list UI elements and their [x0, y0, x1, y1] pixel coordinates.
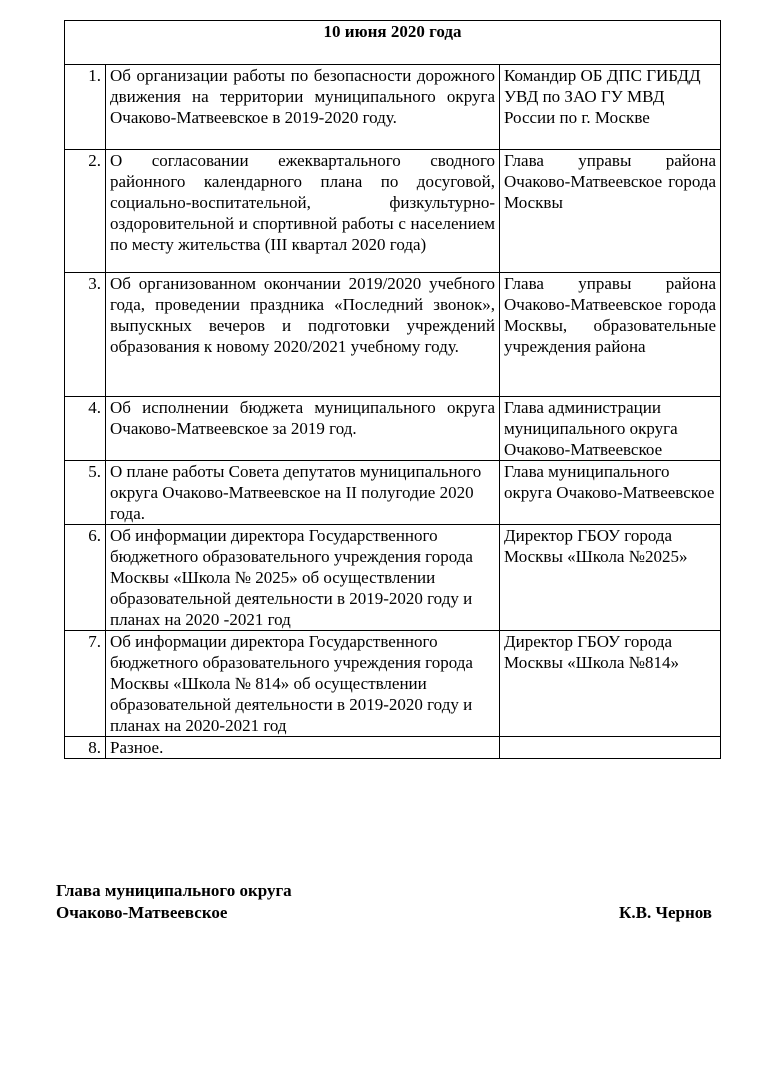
meeting-date: 10 июня 2020 года: [65, 21, 721, 65]
table-row: [65, 65, 721, 150]
item-topic: Об организации работы по безопасности дорожного движения на территории муниципального округа Очаково-Матвеевское в 2019-2020 году.: [106, 65, 500, 150]
agenda-table: [64, 20, 721, 759]
item-topic: Об информации директора Государственного бюджетного образовательного учреждения города Москвы «Школа № 2025» об осуществлении образовательной деятельности в 2019-2020 году и планах на 2020 -2021 год: [106, 525, 500, 631]
item-responsible: Директор ГБОУ города Москвы «Школа №2025»: [500, 525, 721, 631]
item-number: 6.: [65, 525, 106, 631]
table-row: [65, 150, 721, 273]
table-row: [65, 397, 721, 461]
item-topic: Об информации директора Государственного бюджетного образовательного учреждения города Москвы «Школа № 814» об осуществлении образовательной деятельности в 2019-2020 году и планах на 2020-2021 год: [106, 631, 500, 737]
item-topic: О согласовании ежеквартального сводного районного календарного плана по досуговой, социально-воспитательной, физкультурно-оздоровительной и спортивной работы с населением по месту жительства (III квартал 2020 года): [106, 150, 500, 273]
signatory-name: К.В. Чернов: [619, 903, 712, 922]
table-row: [65, 525, 721, 631]
item-responsible: [500, 737, 721, 759]
item-topic: Об исполнении бюджета муниципального округа Очаково-Матвеевское за 2019 год.: [106, 397, 500, 461]
item-number: 2.: [65, 150, 106, 273]
item-responsible: Глава администрации муниципального округа Очаково-Матвеевское: [500, 397, 721, 461]
item-topic: Разное.: [106, 737, 500, 759]
table-row: [65, 273, 721, 397]
item-topic: О плане работы Совета депутатов муниципального округа Очаково-Матвеевское на II полугодие 2020 года.: [106, 461, 500, 525]
item-topic: Об организованном окончании 2019/2020 учебного года, проведении праздника «Последний звонок», выпускных вечеров и подготовки учреждений образования к новому 2020/2021 учебному году.: [106, 273, 500, 397]
table-row: [65, 631, 721, 737]
item-number: 3.: [65, 273, 106, 397]
item-number: 1.: [65, 65, 106, 150]
item-responsible: Глава муниципального округа Очаково-Матвеевское: [500, 461, 721, 525]
date-header-row: [65, 21, 721, 65]
item-number: 8.: [65, 737, 106, 759]
item-responsible: Глава управы района Очаково-Матвеевское города Москвы, образовательные учреждения района: [500, 273, 721, 397]
item-number: 5.: [65, 461, 106, 525]
item-responsible: Директор ГБОУ города Москвы «Школа №814»: [500, 631, 721, 737]
item-responsible: Командир ОБ ДПС ГИБДД УВД по ЗАО ГУ МВД России по г. Москве: [500, 65, 721, 150]
signatory-position-line1: Глава муниципального округа: [56, 881, 292, 900]
item-number: 7.: [65, 631, 106, 737]
item-number: 4.: [65, 397, 106, 461]
signature-block: [56, 880, 712, 924]
table-row: [65, 737, 721, 759]
table-row: [65, 461, 721, 525]
signatory-position-line2: Очаково-Матвеевское: [56, 903, 228, 922]
item-responsible: Глава управы района Очаково-Матвеевское города Москвы: [500, 150, 721, 273]
